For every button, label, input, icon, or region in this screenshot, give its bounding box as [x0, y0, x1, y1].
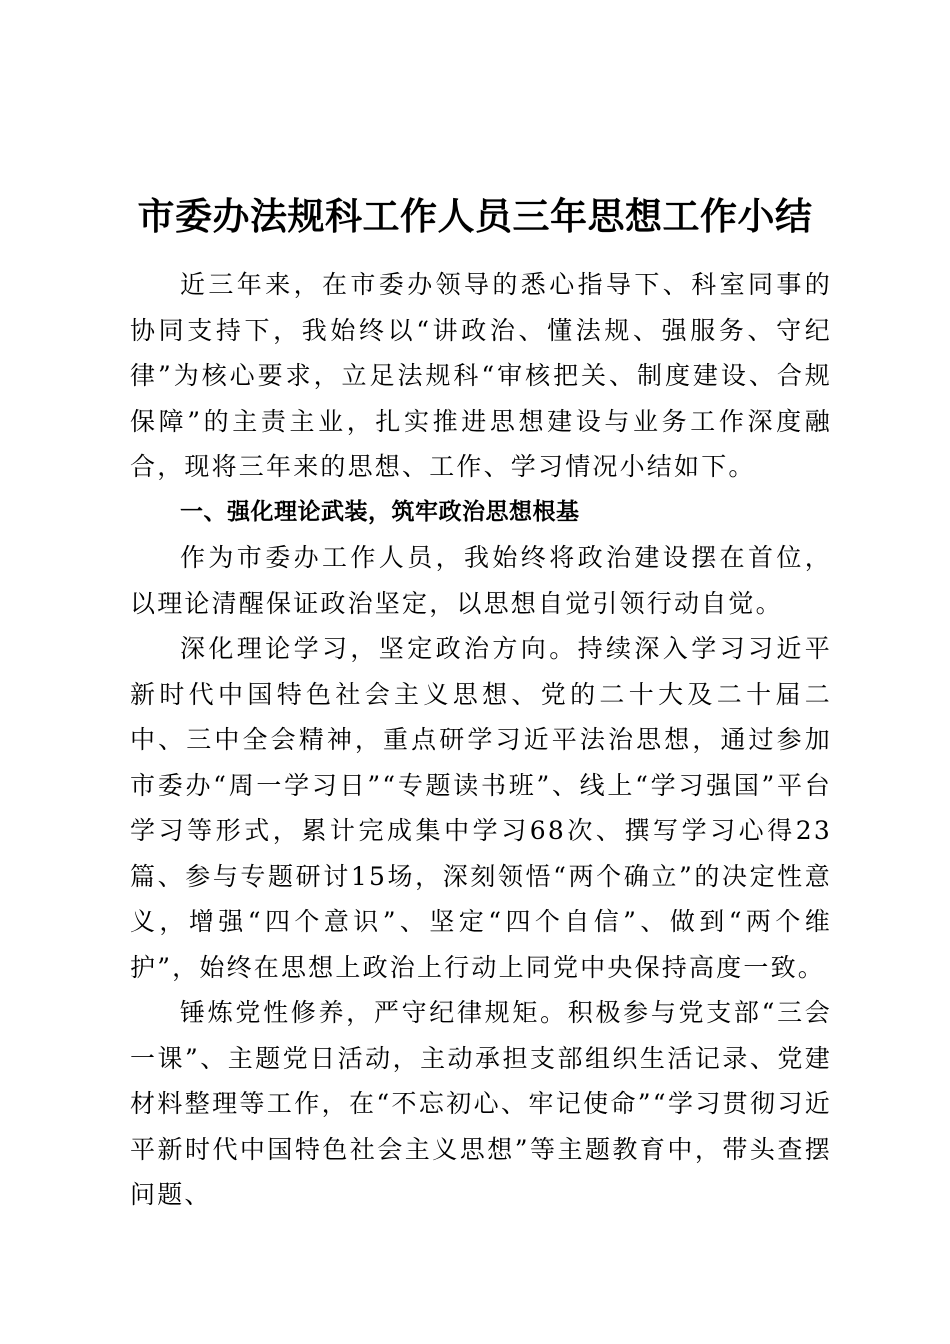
party-discipline-paragraph: 锤炼党性修养，严守纪律规矩。积极参与党支部“三会一课”、主题党日活动，主动承担支部组织生活记录、党建材料整理等工作，在“不忘初心、牢记使命”“学习贯彻习近平新时代中国特色社会主义思想”等主题教育中，带头查摆问题、: [130, 998, 832, 1209]
document-title: 市委办法规科工作人员三年思想工作小结: [137, 193, 813, 238]
theory-study-paragraph: 深化理论学习，坚定政治方向。持续深入学习习近平新时代中国特色社会主义思想、党的二十大及二十届二中、三中全会精神，重点研学习近平法治思想，通过参加市委办“周一学习日”“专题读书班”、线上“学习强国”平台学习等形式，累计完成集中学习68次、撰写学习心得23篇、参与专题研讨15场，深刻领悟“两个确立”的决定性意义，增强“四个意识”、坚定“四个自信”、做到“两个维护”，始终在思想上政治上行动上同党中央保持高度一致。: [130, 634, 832, 982]
section-1-intro-paragraph: 作为市委办工作人员，我始终将政治建设摆在首位，以理论清醒保证政治坚定，以思想自觉引领行动自觉。: [130, 543, 832, 618]
document-body: [130, 262, 832, 1218]
intro-paragraph: 近三年来，在市委办领导的悉心指导下、科室同事的协同支持下，我始终以“讲政治、懂法规、强服务、守纪律”为核心要求，立足法规科“审核把关、制度建设、合规保障”的主责主业，扎实推进思想建设与业务工作深度融合，现将三年来的思想、工作、学习情况小结如下。: [130, 270, 832, 481]
section-heading-1: 一、强化理论武装，筑牢政治思想根基: [180, 498, 580, 525]
